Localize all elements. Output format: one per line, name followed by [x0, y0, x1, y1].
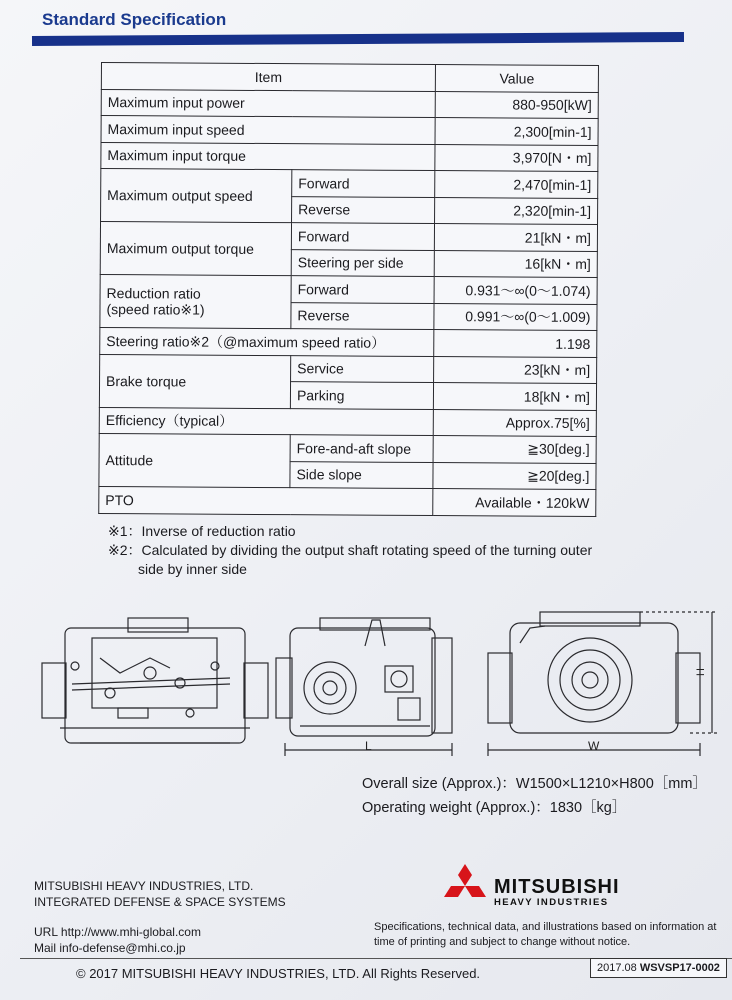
dimension-label-l: L [365, 739, 372, 753]
document-id: WSVSP17-0002 [639, 962, 720, 974]
table-row [99, 486, 596, 516]
row-subitem: Side slope [290, 461, 433, 488]
row-item-line1: Reduction ratio [106, 284, 201, 302]
table-row [100, 327, 597, 357]
row-item-line2: (speed ratio※1) [106, 300, 205, 318]
document-date: 2017.08 [597, 962, 637, 974]
table-row [101, 89, 598, 119]
table-row [99, 433, 596, 463]
row-value: 2,320[min-1] [435, 197, 598, 224]
table-header-row [101, 63, 598, 93]
row-item: Maximum input speed [101, 116, 435, 145]
row-subitem: Steering per side [291, 249, 434, 276]
table-row [99, 407, 596, 437]
row-subitem: Fore-and-aft slope [290, 435, 433, 462]
dimension-label-w: W [588, 739, 600, 753]
row-item: PTO [99, 486, 433, 515]
table-row [100, 354, 597, 384]
row-value: 0.991～∞(0～1.009) [434, 303, 597, 330]
row-item: Maximum input power [101, 89, 435, 118]
mitsubishi-logo [442, 864, 692, 914]
copyright: © 2017 MITSUBISHI HEAVY INDUSTRIES, LTD. All Rights Reserved. [76, 966, 481, 981]
row-value: 16[kN・m] [434, 250, 597, 277]
row-value: Approx.75[%] [433, 409, 596, 436]
division-name: INTEGRATED DEFENSE & SPACE SYSTEMS [34, 895, 286, 909]
row-item: Maximum input torque [101, 142, 435, 171]
company-name: MITSUBISHI HEAVY INDUSTRIES, LTD. [34, 879, 254, 893]
disclaimer: Specifications, technical data, and illustrations based on information at time of printing and subject to change without notice. [374, 921, 717, 948]
row-item: Efficiency（typical） [99, 407, 433, 436]
row-value: 23[kN・m] [434, 356, 597, 383]
table-row [101, 116, 598, 146]
company-url: URL http://www.mhi-global.com [34, 925, 201, 939]
row-value: 880-950[kW] [435, 91, 598, 118]
company-info [34, 878, 286, 956]
operating-weight: Operating weight (Approx.)：1830［kg］ [362, 800, 627, 816]
footnote-1: ※1：Inverse of reduction ratio [108, 523, 296, 539]
overall-size: Overall size (Approx.)：W1500×L1210×H800［mm］ [362, 776, 707, 792]
row-value: 1.198 [434, 330, 597, 357]
company-mail: Mail info-defense@mhi.co.jp [34, 941, 186, 955]
row-subitem: Forward [291, 223, 434, 250]
row-value: 2,300[min-1] [435, 118, 598, 145]
row-value: Available・120kW [433, 489, 596, 516]
table-row [100, 222, 597, 252]
row-value: 21[kN・m] [434, 224, 597, 251]
table-row [101, 169, 598, 199]
row-subitem: Parking [290, 382, 433, 409]
rear-view-drawing [488, 612, 718, 756]
col-header-value: Value [435, 65, 598, 92]
row-value: ≧20[deg.] [433, 462, 596, 489]
row-value: 0.931～∞(0～1.074) [434, 277, 597, 304]
row-subitem: Reverse [292, 196, 435, 223]
front-view-drawing [42, 618, 268, 743]
transmission-drawings [0, 598, 732, 768]
spec-table [98, 62, 599, 517]
table-row [101, 142, 598, 172]
table-row [100, 274, 597, 304]
side-view-drawing [276, 618, 452, 756]
document-code [590, 958, 727, 978]
row-value: 3,970[N・m] [435, 144, 598, 171]
page-title: Standard Specification [42, 10, 227, 29]
row-subitem: Reverse [291, 302, 434, 329]
row-item: Attitude [99, 433, 290, 487]
row-item: Maximum output speed [101, 169, 292, 223]
row-subitem: Forward [291, 276, 434, 303]
col-header-item: Item [101, 63, 435, 92]
overall-specs [362, 772, 707, 820]
footnote-2: ※2：Calculated by dividing the output shaft rotating speed of the turning outer side by inner side [108, 542, 593, 577]
row-subitem: Forward [292, 170, 435, 197]
row-item [100, 274, 291, 328]
footnotes [108, 522, 608, 579]
logo-subtitle: HEAVY INDUSTRIES [494, 897, 609, 908]
row-item: Steering ratio※2（@maximum speed ratio） [100, 327, 434, 356]
dimension-label-h: H [695, 668, 707, 676]
row-subitem: Service [291, 355, 434, 382]
three-diamonds-icon [442, 864, 488, 908]
row-value: ≧30[deg.] [433, 436, 596, 463]
logo-wordmark: MITSUBISHI [494, 876, 620, 898]
row-value: 2,470[min-1] [435, 171, 598, 198]
row-value: 18[kN・m] [433, 383, 596, 410]
row-item: Brake torque [99, 354, 290, 408]
row-item: Maximum output torque [100, 222, 291, 276]
